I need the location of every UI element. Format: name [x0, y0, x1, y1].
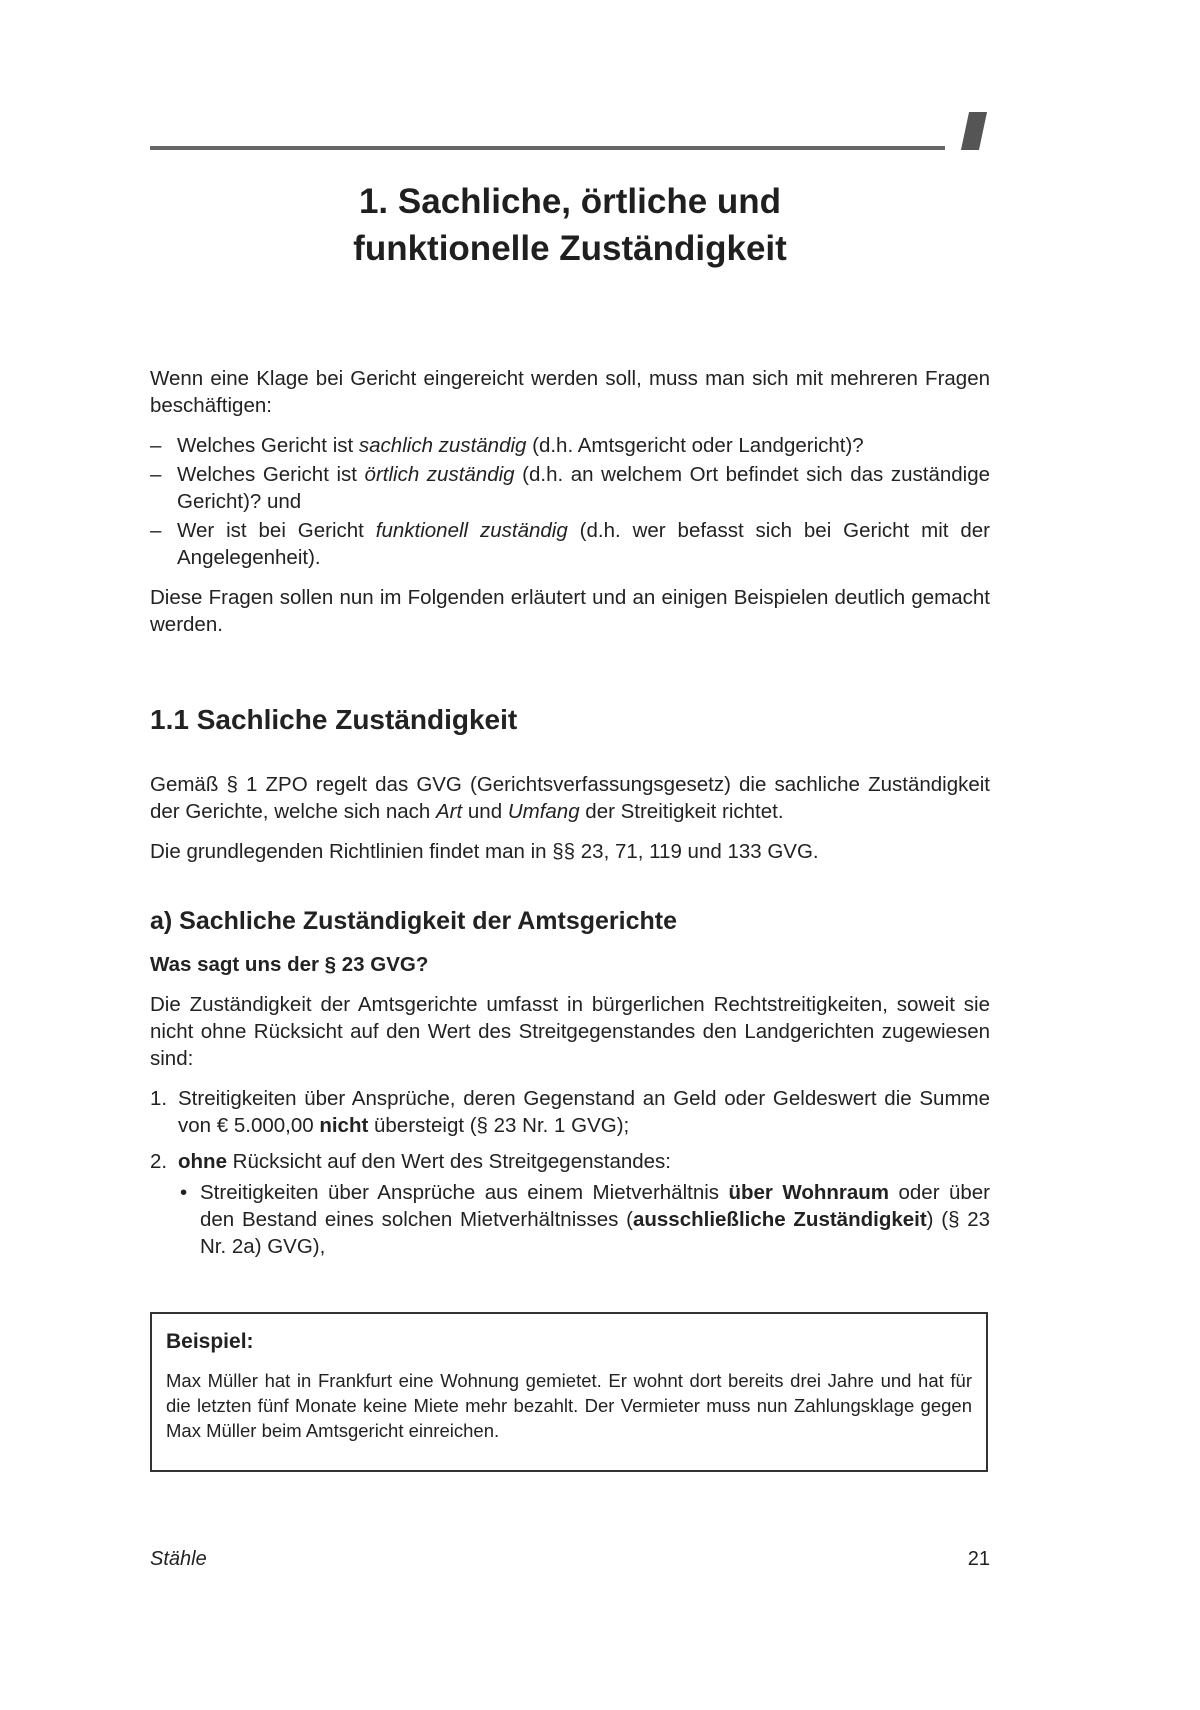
question-item: – Welches Gericht ist örtlich zuständig (d.h. an welchem Ort befindet sich das zuständige Gericht)? und: [150, 463, 990, 513]
page-number: 21: [967, 1548, 990, 1570]
numbered-list: [150, 1085, 990, 1260]
number-marker: 1.: [150, 1087, 168, 1110]
dash-marker: –: [150, 519, 162, 542]
dash-marker: –: [150, 463, 162, 486]
section-heading-1-1: 1.1 Sachliche Zuständigkeit: [150, 704, 518, 735]
intro-paragraph: Wenn eine Klage bei Gericht eingereicht werden soll, muss man sich mit mehreren Fragen beschäftigen:: [150, 367, 990, 417]
bullet-list: [178, 1179, 990, 1260]
chapter-mark: [961, 112, 987, 150]
subsection-heading-a: a) Sachliche Zuständigkeit der Amtsgerichte: [150, 907, 677, 935]
question-list: [150, 432, 990, 571]
section-1-1-paragraph: Gemäß § 1 ZPO regelt das GVG (Gerichtsverfassungsgesetz) die sachliche Zuständigkeit der Gerichte, welche sich nach Art und Umfang der Streitigkeit richtet.: [150, 773, 990, 823]
chapter-title-line-1: 1. Sachliche, örtliche und: [358, 182, 782, 221]
question-item: – Wer ist bei Gericht funktionell zuständig (d.h. wer befasst sich bei Gericht mit der Angelegenheit).: [150, 519, 991, 569]
chapter-title-line-2: funktionelle Zuständigkeit: [353, 229, 787, 268]
number-marker: 2.: [150, 1150, 168, 1173]
section-1-1-paragraph-2: Die grundlegenden Richtlinien findet man in §§ 23, 71, 119 und 133 GVG.: [150, 840, 819, 863]
footer-author: Stähle: [150, 1548, 207, 1570]
example-box: [150, 1312, 988, 1472]
chapter-title: [150, 178, 990, 272]
main-content: [150, 365, 990, 1269]
question-heading: Was sagt uns der § 23 GVG?: [150, 953, 429, 976]
numbered-item: 2. ohne Rücksicht auf den Wert des Streitgegenstandes: • Streitigkeiten über Ansprüche aus einem Mietverhältnis über Wohnraum oder über den Bestand eines solchen Mietverhältnisses (ausschließliche Zuständigkeit) (§ 23 Nr. 2a) GVG),: [150, 1150, 991, 1258]
header-rule: [150, 146, 945, 150]
section-a-paragraph: Die Zuständigkeit der Amtsgerichte umfasst in bürgerlichen Rechtstreitigkeiten, soweit sie nicht ohne Rücksicht auf den Wert des Streitgegenstandes den Landgerichten zugewiesen sind:: [150, 993, 990, 1070]
bullet-marker: •: [180, 1181, 188, 1204]
bullet-item: • Streitigkeiten über Ansprüche aus einem Mietverhältnis über Wohnraum oder über den Bestand eines solchen Mietverhältnisses (ausschließliche Zuständigkeit) (§ 23 Nr. 2a) GVG),: [180, 1181, 991, 1258]
intro-closing-paragraph: Diese Fragen sollen nun im Folgenden erläutert und an einigen Beispielen deutlich gemacht werden.: [150, 586, 990, 636]
example-text: Max Müller hat in Frankfurt eine Wohnung gemietet. Er wohnt dort bereits drei Jahre und hat für die letzten fünf Monate keine Miete mehr bezahlt. Der Vermieter muss nun Zahlungsklage gegen Max Müller beim Amtsgericht einreichen.: [166, 1370, 972, 1441]
dash-marker: –: [150, 434, 162, 457]
question-item: – Welches Gericht ist sachlich zuständig (d.h. Amtsgericht oder Landgericht)?: [150, 434, 864, 457]
example-title: Beispiel:: [166, 1330, 254, 1353]
numbered-item: 1. Streitigkeiten über Ansprüche, deren Gegenstand an Geld oder Geldeswert die Summe von € 5.000,00 nicht übersteigt (§ 23 Nr. 1 GVG);: [150, 1087, 990, 1137]
